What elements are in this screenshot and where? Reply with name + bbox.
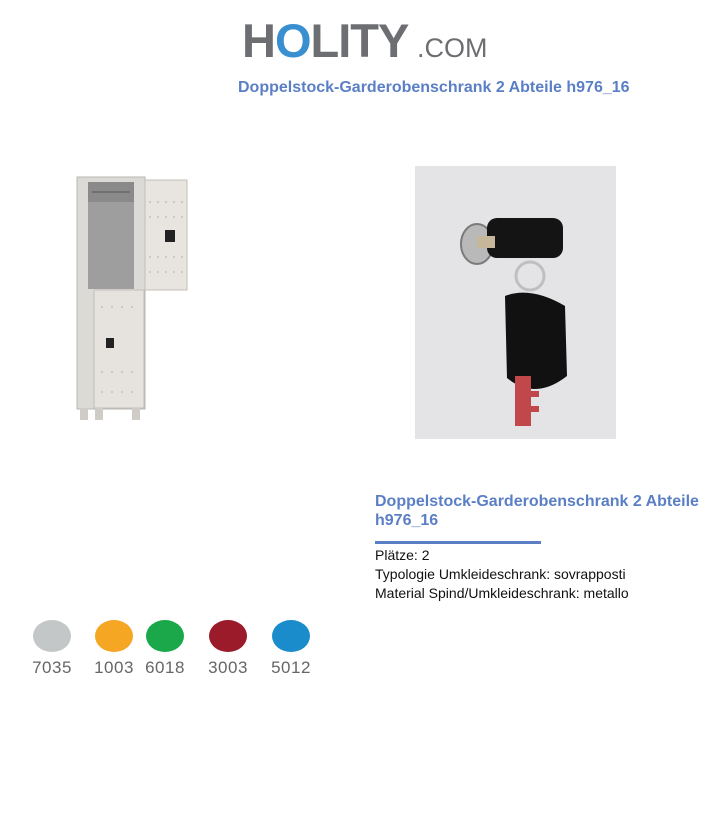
spec-typology: Typologie Umkleideschrank: sovrapposti: [375, 566, 626, 582]
swatch-7035[interactable]: [32, 620, 72, 678]
product-title-line2: h976_16: [375, 512, 439, 529]
swatch-code: 1003: [94, 658, 134, 677]
swatch-3003[interactable]: [208, 620, 248, 678]
swatch-dot: [95, 620, 133, 652]
key-lock-image: [415, 166, 616, 439]
color-swatches: [30, 620, 330, 690]
spec-places: Plätze: 2: [375, 547, 430, 563]
page-title: Doppelstock-Garderobenschrank 2 Abteile h976_16: [238, 79, 630, 96]
spec-material: Material Spind/Umkleideschrank: metallo: [375, 585, 629, 601]
locker-image: [70, 172, 200, 424]
swatch-code: 5012: [271, 658, 311, 677]
swatch-dot: [33, 620, 71, 652]
swatch-dot: [209, 620, 247, 652]
logo-domain: .COM: [417, 33, 488, 63]
swatch-1003[interactable]: [94, 620, 134, 678]
product-title-line1: Doppelstock-Garderobenschrank 2 Abteile: [375, 493, 699, 510]
swatch-code: 3003: [208, 658, 248, 677]
swatch-dot: [146, 620, 184, 652]
title-underline: [375, 541, 541, 544]
product-specs: [375, 546, 629, 603]
logo-wordmark: HOLITY: [242, 14, 409, 67]
swatch-5012[interactable]: [271, 620, 311, 678]
product-title: [375, 492, 715, 530]
swatch-code: 6018: [145, 658, 185, 677]
holity-logo[interactable]: [242, 12, 488, 70]
swatch-6018[interactable]: [145, 620, 185, 678]
logo-o-icon: O: [274, 14, 311, 67]
swatch-code: 7035: [32, 658, 72, 677]
swatch-dot: [272, 620, 310, 652]
